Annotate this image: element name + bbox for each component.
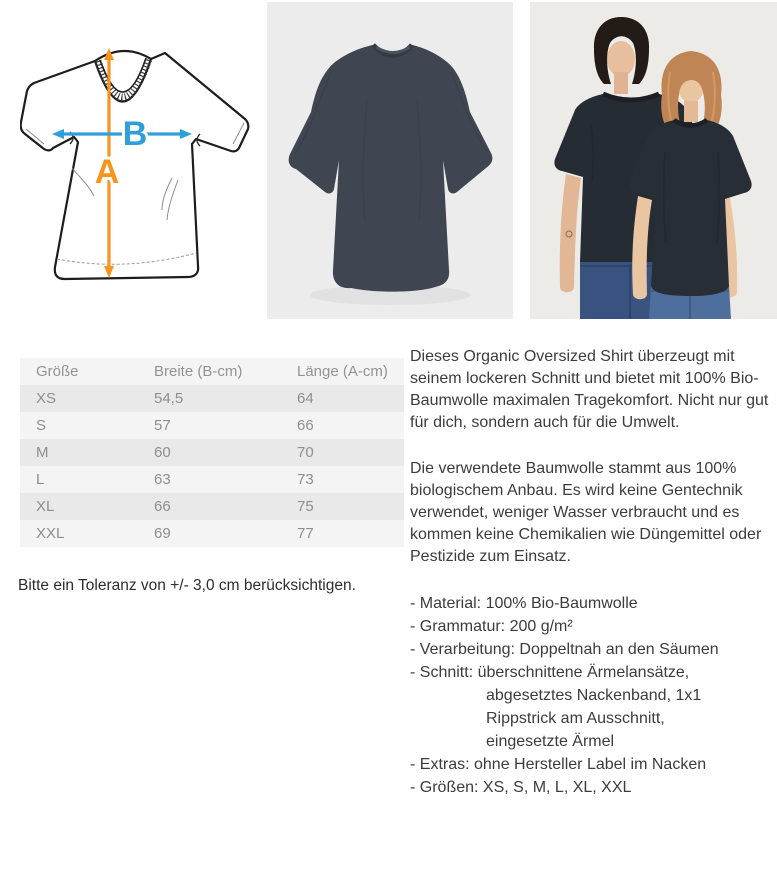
product-photo-models: [530, 2, 777, 319]
width-cell: 57: [154, 417, 171, 434]
flat-shirt-body: [289, 45, 493, 292]
width-cell: 54,5: [154, 390, 184, 407]
width-column-header: Breite (B-cm): [154, 363, 243, 380]
size-table-header-row: [20, 358, 404, 385]
width-cell: 63: [154, 471, 171, 488]
length-cell: 73: [297, 471, 314, 488]
length-cell: 64: [297, 390, 314, 407]
tolerance-note: Bitte ein Toleranz von +/- 3,0 cm berücksichtigen.: [18, 577, 356, 594]
table-row: [20, 520, 404, 547]
flat-shirt-illustration: [267, 2, 513, 319]
size-guide-diagram: [20, 28, 250, 290]
description-paragraph: Dieses Organic Oversized Shirt überzeugt mit seinem lockeren Schnitt und bietet mit 100% Bio-Baumwolle maximalen Tragekomfort. Nicht nur gut für dich, sondern auch für die Umwelt.: [410, 348, 769, 431]
length-cell: 66: [297, 417, 314, 434]
description-paragraph: Die verwendete Baumwolle stammt aus 100% biologischem Anbau. Es wird keine Gentechnik verwendet, weniger Wasser verbraucht und es kommen keine Chemikalien wie Düngemittel oder Pestizide zum Einsatz.: [410, 460, 762, 565]
spec-schnitt-cont: Rippstrick am Ausschnitt,: [486, 710, 665, 727]
table-row: [20, 412, 404, 439]
spec-groessen: - Größen: XS, S, M, L, XL, XXL: [410, 779, 632, 796]
width-label: B: [122, 115, 148, 153]
width-cell: 69: [154, 525, 171, 542]
width-cell: 66: [154, 498, 171, 515]
size-column-header: Größe: [36, 363, 79, 380]
models-illustration: [530, 2, 777, 319]
product-photo-flat: [267, 2, 513, 319]
spec-verarbeitung: - Verarbeitung: Doppeltnah an den Säumen: [410, 641, 719, 658]
size-cell: M: [36, 444, 49, 461]
spec-material: - Material: 100% Bio-Baumwolle: [410, 595, 638, 612]
length-cell: 70: [297, 444, 314, 461]
spec-extras: - Extras: ohne Hersteller Label im Nacken: [410, 756, 707, 773]
table-row: [20, 466, 404, 493]
table-row: [20, 493, 404, 520]
size-cell: L: [36, 471, 45, 488]
tshirt-back-collar: [95, 51, 151, 61]
spec-list: [410, 592, 772, 799]
spec-grammatur: - Grammatur: 200 g/m²: [410, 618, 573, 635]
size-cell: XL: [36, 498, 55, 515]
spec-schnitt-cont: abgesetztes Nackenband, 1x1: [486, 687, 702, 704]
length-column-header: Länge (A-cm): [297, 363, 388, 380]
spec-schnitt: - Schnitt: überschnittene Ärmelansätze,: [410, 664, 690, 681]
size-cell: XS: [36, 390, 57, 407]
size-cell: S: [36, 417, 47, 434]
product-description: [410, 346, 772, 799]
length-label: A: [94, 153, 120, 191]
spec-schnitt-cont: eingesetzte Ärmel: [486, 733, 615, 750]
table-row: [20, 385, 404, 412]
width-cell: 60: [154, 444, 171, 461]
size-cell: XXL: [36, 525, 65, 542]
table-row: [20, 439, 404, 466]
length-cell: 77: [297, 525, 314, 542]
size-table: [20, 358, 404, 547]
length-cell: 75: [297, 498, 314, 515]
